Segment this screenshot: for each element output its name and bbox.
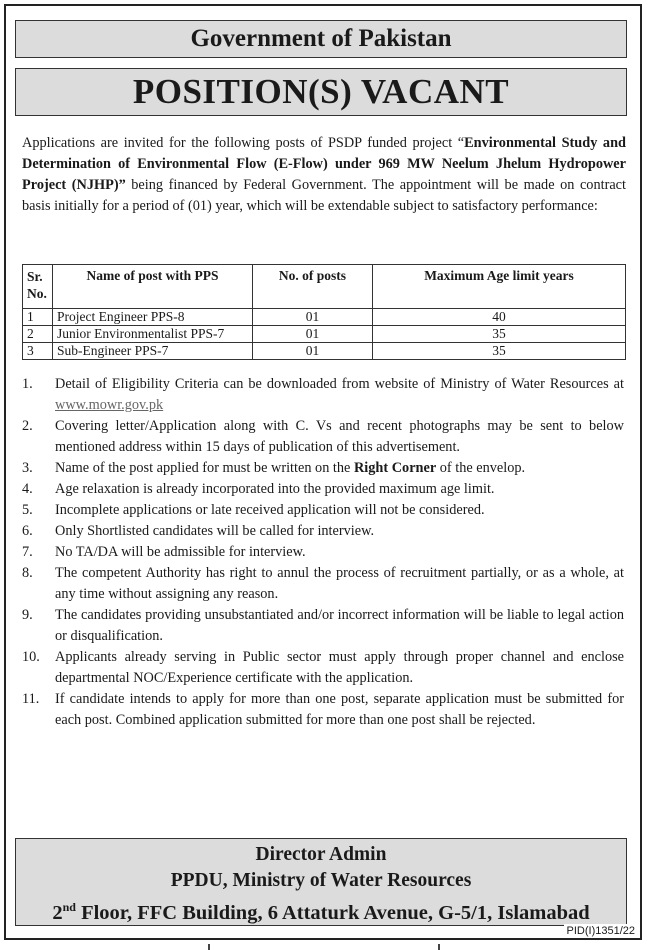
list-item xyxy=(22,416,624,458)
item-text: Applicants already serving in Public sector must apply through proper channel and enclose departmental NOC/Experience certificate with the application. xyxy=(55,649,624,686)
mowr-website-link[interactable]: www.mowr.gov.pk xyxy=(55,397,164,413)
intro-text-start: Applications are invited for the following posts of PSDP funded project “ xyxy=(22,135,465,151)
item-text: Age relaxation is already incorporated into the provided maximum age limit. xyxy=(55,481,495,497)
footer-designation: Director Admin xyxy=(255,844,387,865)
cell-sr: 3 xyxy=(23,343,53,360)
cell-post: Junior Environmentalist PPS-7 xyxy=(53,326,253,343)
header-post-name: Name of post with PPS xyxy=(53,265,253,309)
header-age-limit: Maximum Age limit years xyxy=(373,265,626,309)
item-number: 4. xyxy=(22,481,33,497)
item-number: 9. xyxy=(22,607,33,623)
list-item xyxy=(22,689,624,731)
item-text: If candidate intends to apply for more than one post, separate application must be submitted for each post. Combined application submitted for more than one post shall be rejected. xyxy=(55,691,624,728)
government-banner: Government of Pakistan xyxy=(15,20,627,58)
cell-count: 01 xyxy=(253,309,373,326)
item-text xyxy=(55,458,624,479)
cell-age: 35 xyxy=(373,326,626,343)
cell-post: Project Engineer PPS-8 xyxy=(53,309,253,326)
item-text: Covering letter/Application along with C. Vs and recent photographs may be sent to below mentioned address within 15 days of publication of this advertisement. xyxy=(55,418,624,455)
intro-text-end: being financed by Federal Government. The appointment will be made on contract basis initially for a period of (01) year, which will be extendable subject to satisfactory performance: xyxy=(22,177,626,214)
item-text xyxy=(55,374,624,416)
cell-post: Sub-Engineer PPS-7 xyxy=(53,343,253,360)
list-item xyxy=(22,605,624,647)
intro-paragraph xyxy=(22,133,626,217)
floor-number: 2 xyxy=(52,901,63,924)
item-number: 3. xyxy=(22,460,33,476)
footer-organization: PPDU, Ministry of Water Resources xyxy=(170,870,472,891)
table-row xyxy=(23,343,626,360)
table-row xyxy=(23,309,626,326)
crop-mark xyxy=(438,944,440,950)
item-number: 10. xyxy=(22,649,40,665)
crop-mark xyxy=(208,944,210,950)
list-item xyxy=(22,563,624,605)
cell-age: 35 xyxy=(373,343,626,360)
cell-count: 01 xyxy=(253,343,373,360)
item-text-body: Detail of Eligibility Criteria can be downloaded from website of Ministry of Water Resources at xyxy=(55,376,624,392)
posts-table xyxy=(22,264,626,360)
item-text: Only Shortlisted candidates will be called for interview. xyxy=(55,523,375,539)
cell-sr: 1 xyxy=(23,309,53,326)
cell-sr: 2 xyxy=(23,326,53,343)
item-text: The candidates providing unsubstantiated and/or incorrect information will be liable to legal action or disqualification. xyxy=(55,607,624,644)
item-number: 6. xyxy=(22,523,33,539)
table-row xyxy=(23,326,626,343)
list-item xyxy=(22,500,624,521)
floor-suffix: nd xyxy=(62,900,76,914)
item-text-after: of the envelop. xyxy=(436,460,526,476)
position-vacant-title: POSITION(S) VACANT xyxy=(15,68,627,116)
item-text: Incomplete applications or late received application will not be considered. xyxy=(55,502,485,518)
list-item xyxy=(22,374,624,416)
item-number: 5. xyxy=(22,502,33,518)
item-number: 8. xyxy=(22,565,33,581)
address-text: Floor, FFC Building, 6 Attaturk Avenue, G-5/1, Islamabad xyxy=(75,901,590,924)
item-number: 2. xyxy=(22,418,33,434)
header-no-of-posts: No. of posts xyxy=(253,265,373,309)
item-number: 11. xyxy=(22,691,40,707)
item-number: 7. xyxy=(22,544,33,560)
item-number: 1. xyxy=(22,376,33,392)
list-item xyxy=(22,479,624,500)
header-sr-no: Sr. No. xyxy=(23,265,53,309)
cell-age: 40 xyxy=(373,309,626,326)
list-item xyxy=(22,542,624,563)
list-item xyxy=(22,647,624,689)
item-text-before: Name of the post applied for must be written on the xyxy=(55,460,354,476)
pid-reference: PID(I)1351/22 xyxy=(564,924,638,938)
footer-address xyxy=(16,894,626,926)
item-text: No TA/DA will be admissible for interview. xyxy=(55,544,306,560)
list-item xyxy=(22,521,624,542)
contact-footer xyxy=(15,838,627,926)
item-text: The competent Authority has right to annul the process of recruitment partially, or as a whole, at any time without assigning any reason. xyxy=(55,565,624,602)
right-corner-emphasis: Right Corner xyxy=(353,460,437,476)
cell-count: 01 xyxy=(253,326,373,343)
project-name: Environmental Study and Determination of Environmental Flow (E-Flow) under 969 MW Neelum Jhelum Hydropower Project (NJHP)” xyxy=(22,135,626,193)
list-item xyxy=(22,458,624,479)
conditions-list xyxy=(22,374,624,731)
table-header-row xyxy=(23,265,626,309)
